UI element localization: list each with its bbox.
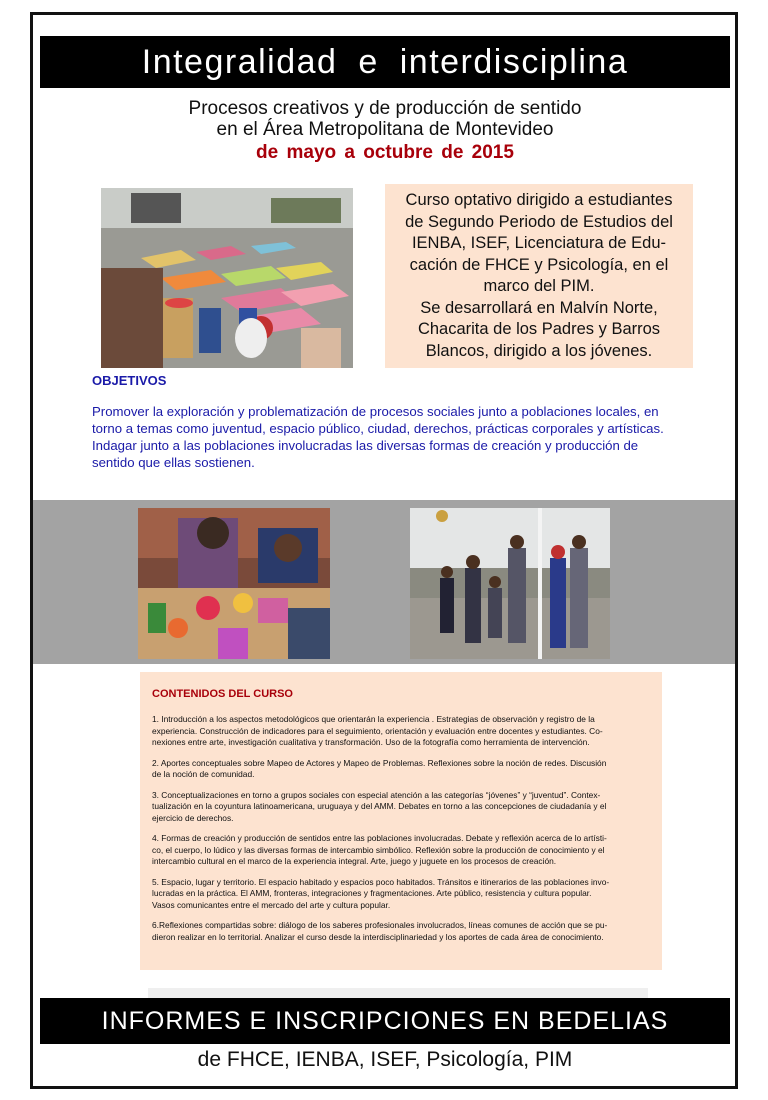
contents-item-line: 5. Espacio, lugar y territorio. El espacio habitado y espacios poco habitados. Tránsitos e itinerarios de las poblaciones invo- [152,876,610,887]
objectives-line: torno a temas como juventud, espacio público, ciudad, derechos, prácticas corporales y artísticas. [92,421,664,436]
contents-item-line: 1. Introducción a los aspectos metodológicos que orientarán la experiencia . Estrategias de observación y registro de la [152,714,595,724]
divider-strip [148,988,648,998]
course-line: Chacarita de los Padres y Barros [417,320,661,338]
registration-banner: INFORMES E INSCRIPCIONES EN BEDELIAS [40,998,730,1044]
contents-item-line: experiencia. Construcción de indicadores para el seguimiento, orientación y evaluación entre docentes y estudiantes. Co- [152,725,603,736]
contents-item [152,833,650,868]
contents-item-line: 4. Formas de creación y producción de sentidos entre las poblaciones involucradas. Debate y reflexión acerca de lo artísti- [152,833,607,843]
contents-item-line: 6.Reflexiones compartidas sobre: diálogo de los saberes profesionales involucrados, líneas comunes de acción que se pu- [152,920,608,930]
contents-item-line: ejercicio de derechos. [152,812,234,823]
contents-item-line: intercambio cultural en el marco de la experiencia integral. Arte, juego y juguete en los procesos de creación. [152,856,557,866]
objectives-line: Indagar junto a las poblaciones involucradas las diversas formas de creación y producción de [92,438,639,453]
contents-item [152,758,650,781]
contents-item-line: lucradas en la práctica. El AMM, fronteras, integraciones y fragmentaciones. Arte público, resistencia y cultura popular. [152,888,592,898]
registration-institutions: de FHCE, IENBA, ISEF, Psicología, PIM [197,1048,573,1071]
course-contents-box [140,672,662,970]
objectives-heading: OBJETIVOS [92,373,167,388]
contents-item-line: 2. Aportes conceptuales sobre Mapeo de Actores y Mapeo de Problemas. Reflexiones sobre la noción de redes. Discusión [152,757,607,768]
objectives-line: sentido que ellas sostienen. [92,455,255,470]
contents-item-line: co, el cuerpo, lo lúdico y las diversas formas de intercambio simbólico. Reflexión sobre la producción de conocimiento y el [152,844,605,855]
contents-item [152,790,650,825]
course-line: IENBA, ISEF, Licenciatura de Edu- [411,234,667,252]
contents-item-line: Vasos comunicantes entre el mercado del arte y cultura popular. [152,899,391,910]
course-line: de Segundo Periodo de Estudios del [405,212,673,231]
contents-item-line: 3. Conceptualizaciones en torno a grupos sociales con especial atención a las categorías “jóvenes” y “juventud”. Contex- [152,789,601,800]
contents-item-line: tualización en la coyuntura latinoamericana, uruguaya y del AMM. Debates en torno a las concepciones de ciudadanía y el [152,801,607,811]
course-line: cación de FHCE y Psicología, en el [409,255,669,274]
contents-item-line: de la noción de comunidad. [152,769,255,779]
photo-kids-courtyard [410,508,610,659]
poster-subtitle [40,98,730,163]
contents-item [152,877,650,912]
course-line: Curso optativo dirigido a estudiantes [405,191,673,209]
contents-item [152,920,650,943]
course-description-box [385,184,693,368]
contents-item-line: dieron realizar en lo territorial. Analizar el curso desde la interdisciplinariedad y los aportes de cada área de conocimiento. [152,931,604,942]
photo-children-painting [138,508,330,659]
course-line: Blancos, dirigido a los jóvenes. [425,341,653,360]
contents-item-line: nexiones entre arte, investigación cualitativa y transformación. Uso de la fotografía como herramienta de intervención. [152,737,590,747]
contents-item [152,714,650,749]
course-line: marco del PIM. [483,277,595,295]
photo-painted-blocks [101,188,353,368]
objectives-line: Promover la exploración y problematización de procesos sociales junto a poblaciones locales, en [92,404,659,419]
objectives-text [92,403,712,471]
course-dates: de mayo a octubre de 2015 [256,142,514,163]
subtitle-line-2: en el Área Metropolitana de Montevideo [216,119,554,140]
poster-title: Integralidad e interdisciplina [40,36,730,88]
course-line: Se desarrollará en Malvín Norte, [420,298,658,317]
contents-heading: CONTENIDOS DEL CURSO [152,688,293,700]
subtitle-line-1: Procesos creativos y de producción de sentido [188,98,582,119]
